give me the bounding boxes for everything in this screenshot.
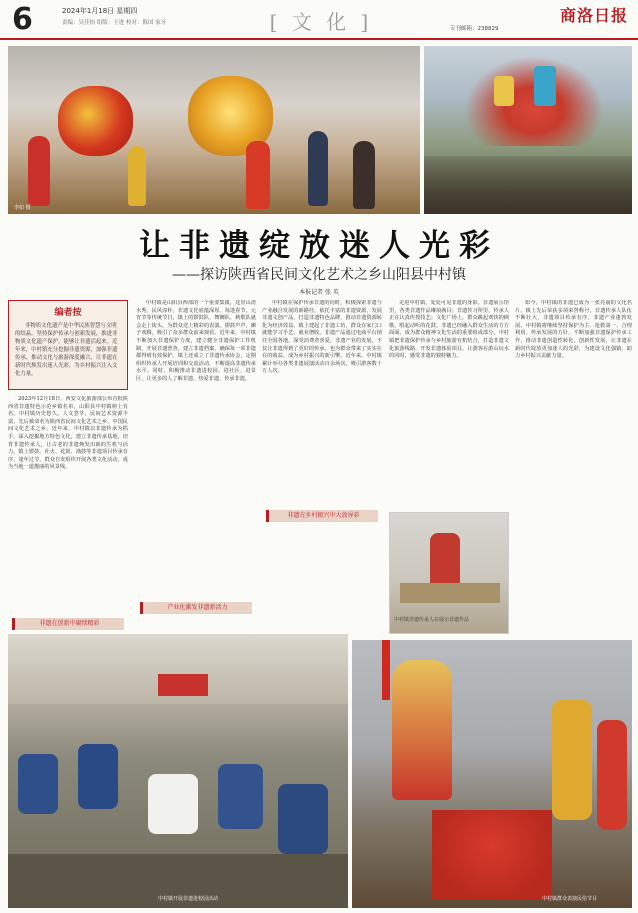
article-paragraph: 中村镇是山阳县西部的一个重要集镇，这里山清水秀，民风淳朴，非遗文化底蕴深厚。每逢春节、元宵节等传统节日，镇上的锣鼓队、舞狮队、秧歌队就会走上街头，为群众送上精彩的表演。锣鼓声声，狮子欢腾，吸引了众多群众前来观看。近年来，中村镇不断加大非遗保护力度，建立健全非遗保护工作机制，开展非遗普查，建立非遗档案，确保每一项非遗都得到有效保护。镇上还成立了非遗传承协会，定期组织传承人开展培训和交流活动，不断提高非遗传承水平。同时，积极推动非遗进校园、进社区、进景区，让更多的人了解非遗、热爱非遗、传承非遗。 xyxy=(136,300,256,382)
article-paragraph: 2023年12月18日，西安文化旅游部公布首批陕西省非遗特色示范乡镇名单，山阳县中村镇榜上有名。中村镇历史悠久，人文荟萃，民间艺术资源丰富，先后被命名为陕西省民间文化艺术之乡、中国民间文化艺术之乡。近年来，中村镇以非遗传承为抓手，深入挖掘地方特色文化，建立非遗传承基地，培育非遗传承人，让古老的非遗焕发出新的生机与活力。镇上锣鼓、社火、花鼓、渔鼓等非遗项目传承有序，逢年过节，群众自发组织开展各类文化活动，成为当地一道靓丽的风景线。 xyxy=(8,396,128,471)
issue-date: 2024年1月18日 星期四 xyxy=(62,7,138,15)
newspaper-logo: 商洛日报 xyxy=(560,6,629,25)
student-figure xyxy=(278,784,328,854)
inset-photo-artisan xyxy=(389,512,509,634)
performer-figure xyxy=(246,141,270,209)
flag-pole xyxy=(382,640,390,700)
photo-credit: 李如 摄 xyxy=(14,205,31,211)
drum xyxy=(432,810,552,900)
article-column-2 xyxy=(136,300,256,630)
article-paragraph: 如今，中村镇的非遗已成为一张亮丽的文化名片。镇上先后荣获多项荣誉称号，非遗传承人队伍不断壮大，非遗项目传承有序，非遗产业蓬勃发展。中村镇将继续坚持保护为主、抢救第一、合理利用、传承发展的方针，不断加强非遗保护传承工作，推动非遗创造性转化、创新性发展，让非遗在新时代绽放更加迷人的光彩，为建设文化强镇、助力乡村振兴贡献力量。 xyxy=(515,300,632,360)
bottom-left-caption: 中村镇开展非遗进校园活动 xyxy=(158,896,219,902)
costume-figure xyxy=(494,76,514,106)
inset-caption: 中村镇非遗传承人在展示非遗作品 xyxy=(394,617,470,623)
article-paragraph: 中村镇在保护传承非遗的同时，积极探索非遗与产业融合发展的新路径。依托丰富的非遗资源，发展非遗文创产品，打造非遗特色品牌，推动非遗资源转化为经济效益。镇上建起了非遗工坊，群众在家门口就能学习手艺、就业增收。非遗产品通过电商平台销往全国各地，深受消费者喜爱。非遗产业的发展，不仅让非遗得到了更好的传承，也为群众带来了实实在在的收益，成为乡村振兴的新引擎。近年来，中村镇累计举办各类非遗展演活动百余场次，吸引游客数十万人次。 xyxy=(262,300,382,375)
section-title: [ 文 化 ] xyxy=(269,10,373,34)
performer-figure xyxy=(597,720,627,830)
crowd xyxy=(424,156,632,214)
work-table xyxy=(400,583,500,603)
editor-credits: 责编：吴佳怡 组版：王进 校对：陈国 家牙 xyxy=(62,20,167,26)
bottom-photo-folk-performance xyxy=(352,640,632,908)
banner xyxy=(158,674,208,696)
performer-costume xyxy=(392,660,452,800)
masthead xyxy=(0,0,638,40)
performer-figure xyxy=(128,146,146,206)
section-heading-1: 非遗在创新中赓续精彩 xyxy=(12,618,124,630)
student-figure xyxy=(18,754,58,814)
section-heading-3: 非遗在乡村振兴中大放异彩 xyxy=(266,510,378,522)
lion-costume-red xyxy=(58,86,133,156)
performer-figure xyxy=(552,700,592,820)
article-paragraph: 走进中村镇，处处可见非遗的身影。非遗展示馆里，各类非遗作品琳琅满目；非遗传习所里，传承人正在认真传授技艺；文化广场上，群众跳起欢快的秧歌，唱起动听的花鼓。非遗已经融入群众生活的方方面面，成为群众精神文化生活的重要组成部分。中村镇把非遗保护传承与乡村旅游有机结合，打造非遗文化旅游线路，开发非遗体验项目，让游客在游山玩水的同时，感受非遗的独特魅力。 xyxy=(389,300,509,360)
byline: 本报记者 张 英 xyxy=(299,289,339,296)
hero-photo-parade xyxy=(424,46,632,214)
bottom-photo-school-event xyxy=(8,634,348,908)
page-number: 6 xyxy=(12,2,33,37)
hero-photo-lion-dance xyxy=(8,46,420,214)
performer-figure xyxy=(353,141,375,209)
article-column-5 xyxy=(515,300,632,550)
student-figure xyxy=(148,774,198,834)
student-figure xyxy=(218,764,263,829)
subheadline: ——探访陕西省民间文化艺术之乡山阳县中村镇 xyxy=(172,267,466,283)
headline: 让非遗绽放迷人光彩 xyxy=(139,228,499,264)
editor-note-box xyxy=(8,300,128,390)
student-figure xyxy=(78,744,118,809)
bottom-right-caption: 中村镇群众表演民俗节目 xyxy=(542,896,598,902)
performer-figure xyxy=(308,131,328,206)
editor-note-title: 编者按 xyxy=(54,308,82,318)
section-heading-2: 产业化激发非遗新活力 xyxy=(140,602,252,614)
editor-note-body: 非物质文化遗产是中华民族智慧与文明的结晶，坚持保护传承与创新发展，推进非物质文化遗产保护，能够让非遗活起来。近年来，中村镇充分挖掘非遗资源，加强非遗传承，推动文化与旅游深度融合，让非遗在新时代焕发出迷人光彩，为乡村振兴注入文化力量。 xyxy=(15,323,118,377)
section-email: 专刊邮箱：238829 xyxy=(450,26,499,32)
costume-figure xyxy=(534,66,556,106)
performer-figure xyxy=(28,136,50,206)
article-column-3 xyxy=(262,300,382,630)
article-column-1 xyxy=(8,396,128,631)
